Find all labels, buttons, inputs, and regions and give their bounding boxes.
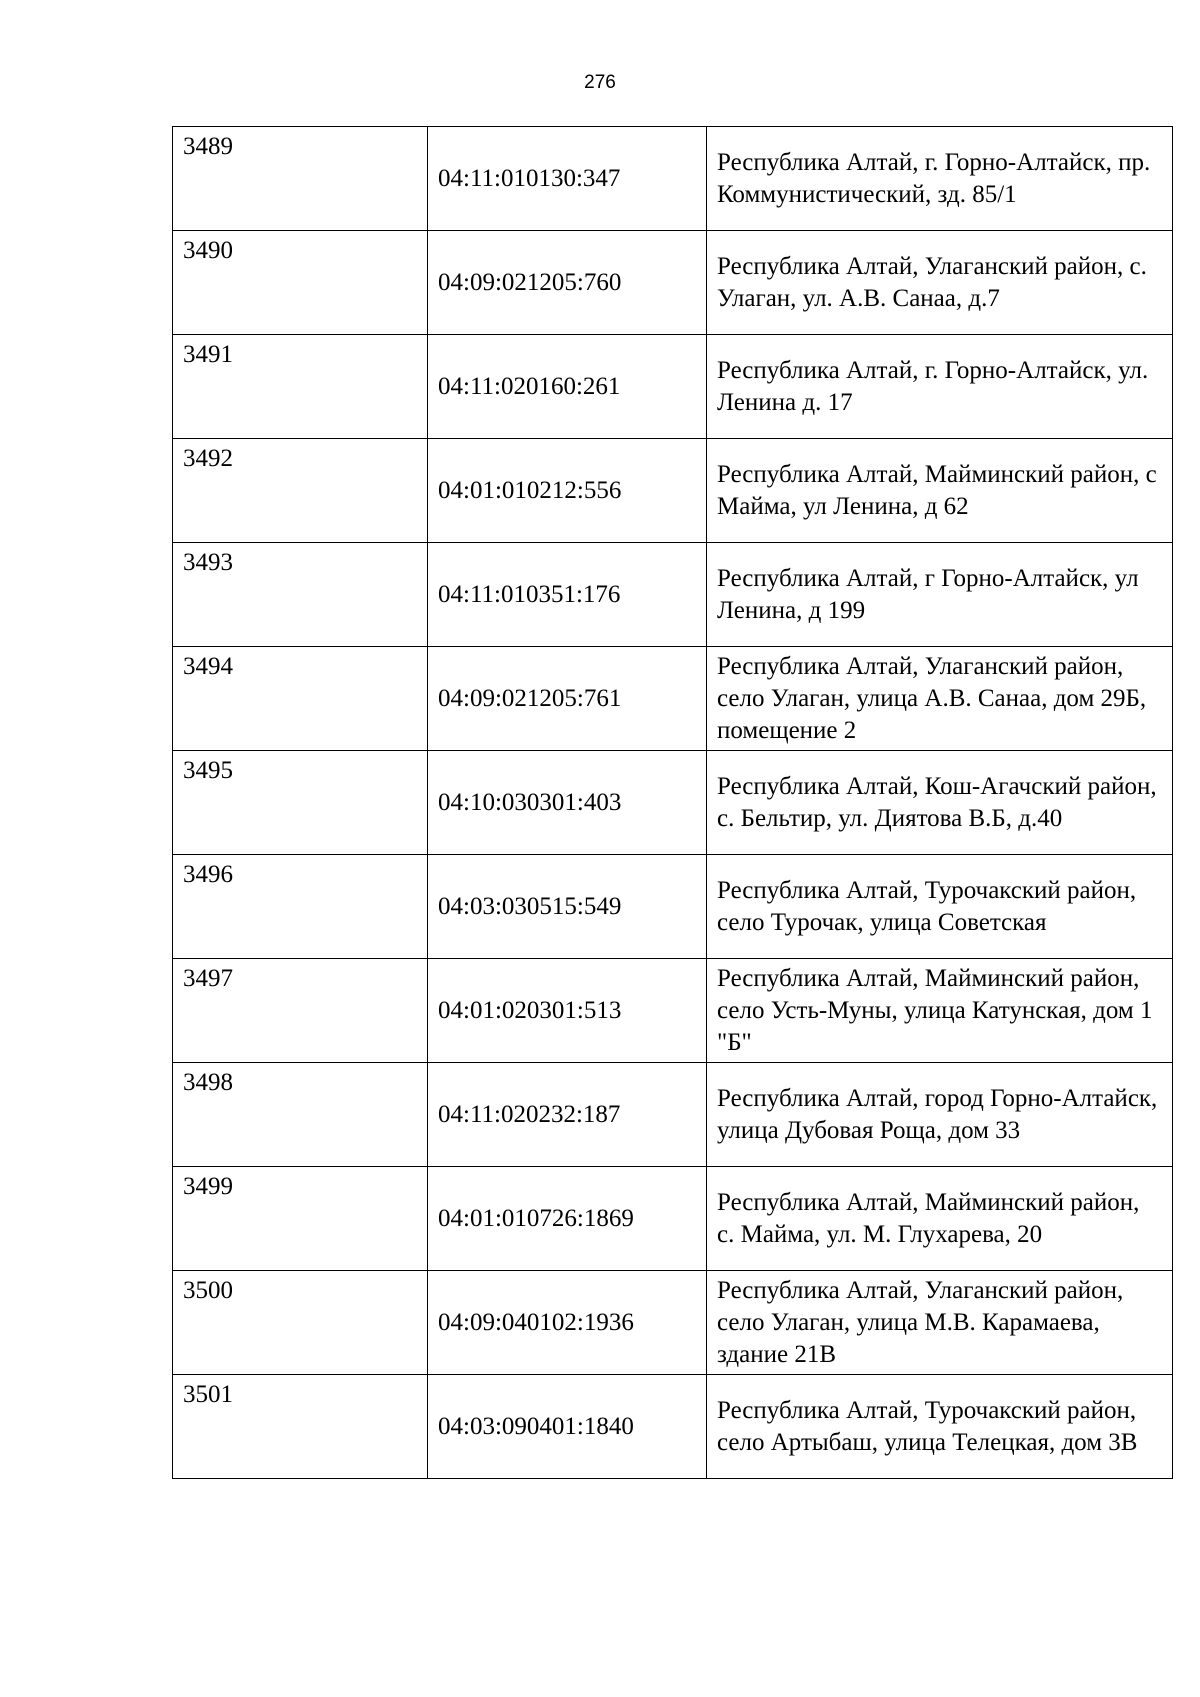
cadastral-number-cell: 04:01:010726:1869 — [428, 1167, 707, 1271]
address-cell: Республика Алтай, Кош-Агачский район, с. Бельтир, ул. Диятова В.Б, д.40 — [707, 751, 1173, 855]
row-number-cell: 3495 — [173, 751, 428, 855]
table-row — [173, 543, 1173, 647]
page-number: 276 — [584, 72, 616, 93]
cadastral-number-cell: 04:03:090401:1840 — [428, 1375, 707, 1479]
table-row — [173, 1063, 1173, 1167]
row-number-cell: 3501 — [173, 1375, 428, 1479]
cadastral-number-cell: 04:09:021205:761 — [428, 647, 707, 751]
cadastral-number-cell: 04:11:020160:261 — [428, 335, 707, 439]
row-number-cell: 3500 — [173, 1271, 428, 1375]
address-cell: Республика Алтай, город Горно-Алтайск, улица Дубовая Роща, дом 33 — [707, 1063, 1173, 1167]
cadastral-number-cell: 04:03:030515:549 — [428, 855, 707, 959]
table-row — [173, 335, 1173, 439]
address-cell: Республика Алтай, Улаганский район, село Улаган, улица М.В. Карамаева, здание 21В — [707, 1271, 1173, 1375]
address-cell: Республика Алтай, Майминский район, село Усть-Муны, улица Катунская, дом 1 "Б" — [707, 959, 1173, 1063]
row-number-cell: 3491 — [173, 335, 428, 439]
table-row — [173, 1271, 1173, 1375]
row-number-cell: 3493 — [173, 543, 428, 647]
cadastral-number-cell: 04:11:020232:187 — [428, 1063, 707, 1167]
address-cell: Республика Алтай, г. Горно-Алтайск, пр. Коммунистический, зд. 85/1 — [707, 127, 1173, 231]
address-cell: Республика Алтай, г Горно-Алтайск, ул Ленина, д 199 — [707, 543, 1173, 647]
cadastral-number-cell: 04:09:021205:760 — [428, 231, 707, 335]
table-row — [173, 1167, 1173, 1271]
address-cell: Республика Алтай, Улаганский район, село Улаган, улица А.В. Санаа, дом 29Б, помещение 2 — [707, 647, 1173, 751]
table-row — [173, 855, 1173, 959]
table-row — [173, 127, 1173, 231]
address-cell: Республика Алтай, г. Горно-Алтайск, ул. Ленина д. 17 — [707, 335, 1173, 439]
address-cell: Республика Алтай, Улаганский район, с. Улаган, ул. А.В. Санаа, д.7 — [707, 231, 1173, 335]
cadastral-number-cell: 04:11:010130:347 — [428, 127, 707, 231]
row-number-cell: 3498 — [173, 1063, 428, 1167]
table-row — [173, 959, 1173, 1063]
table-row — [173, 231, 1173, 335]
address-cell: Республика Алтай, Турочакский район, село Турочак, улица Советская — [707, 855, 1173, 959]
row-number-cell: 3499 — [173, 1167, 428, 1271]
cadastral-number-cell: 04:01:020301:513 — [428, 959, 707, 1063]
cadastral-number-cell: 04:11:010351:176 — [428, 543, 707, 647]
address-cell: Республика Алтай, Майминский район, с. Майма, ул. М. Глухарева, 20 — [707, 1167, 1173, 1271]
table-row — [173, 751, 1173, 855]
row-number-cell: 3496 — [173, 855, 428, 959]
row-number-cell: 3494 — [173, 647, 428, 751]
table-row — [173, 1375, 1173, 1479]
address-cell: Республика Алтай, Майминский район, с Майма, ул Ленина, д 62 — [707, 439, 1173, 543]
row-number-cell: 3489 — [173, 127, 428, 231]
cadastral-number-cell: 04:09:040102:1936 — [428, 1271, 707, 1375]
row-number-cell: 3492 — [173, 439, 428, 543]
property-registry-table — [172, 126, 1173, 1479]
row-number-cell: 3490 — [173, 231, 428, 335]
row-number-cell: 3497 — [173, 959, 428, 1063]
table-row — [173, 439, 1173, 543]
address-cell: Республика Алтай, Турочакский район, село Артыбаш, улица Телецкая, дом 3В — [707, 1375, 1173, 1479]
cadastral-number-cell: 04:10:030301:403 — [428, 751, 707, 855]
cadastral-number-cell: 04:01:010212:556 — [428, 439, 707, 543]
table-row — [173, 647, 1173, 751]
